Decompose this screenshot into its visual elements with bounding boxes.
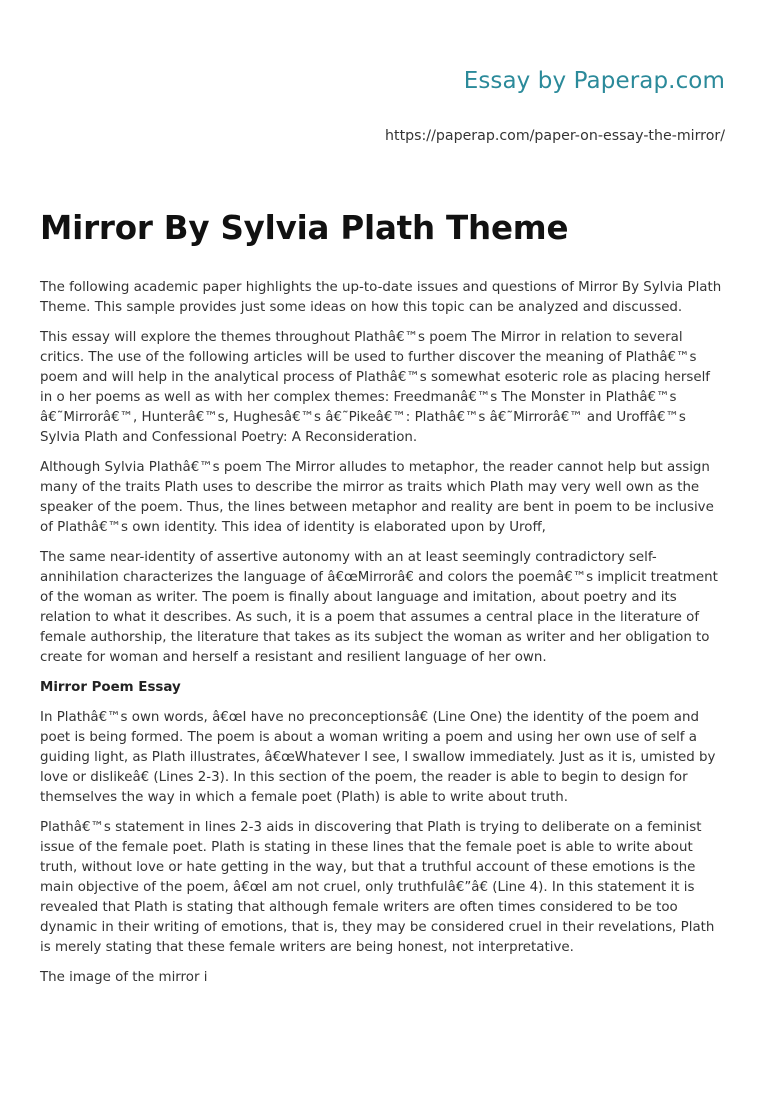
truncated-paragraph: The image of the mirror i [40, 970, 208, 985]
body-paragraph: This essay will explore the themes throughout Plathâ€™s poem The Mirror in relation to several critics. The use of the following articles will be used to further discover the meaning of Plathâ€™s poem and will help in the analytical process of Plathâ€™s somewhat esoteric role as placing herself in o her poems as well as with her complex themes: Freedmanâ€™s The Monster in Plathâ€™s â€˜Mirrorâ€™, Hunterâ€™s, Hughesâ€™s â€˜Pikeâ€™: Plathâ€™s â€˜Mirrorâ€™ and Uroffâ€™s Sylvia Plath and Confessional Poetry: A Reconsideration. [40, 330, 711, 445]
source-url[interactable]: https://paperap.com/paper-on-essay-the-mirror/ [385, 128, 725, 144]
article-body [40, 278, 725, 998]
section-heading: Mirror Poem Essay [40, 680, 181, 695]
site-brand[interactable]: Essay by Paperap.com [463, 68, 725, 94]
page-title: Mirror By Sylvia Plath Theme [40, 209, 569, 247]
intro-paragraph: The following academic paper highlights the up-to-date issues and questions of Mirror By Sylvia Plath Theme. This sample provides just some ideas on how this topic can be analyzed and discussed. [40, 280, 722, 315]
body-paragraph: Although Sylvia Plathâ€™s poem The Mirror alludes to metaphor, the reader cannot help but assign many of the traits Plath uses to describe the mirror as traits which Plath may very well own as the speaker of the poem. Thus, the lines between metaphor and reality are bent in poem to be inclusive of Plathâ€™s own identity. This idea of identity is elaborated upon by Uroff, [40, 460, 714, 535]
body-paragraph: Plathâ€™s statement in lines 2-3 aids in discovering that Plath is trying to deliberate on a feminist issue of the female poet. Plath is stating in these lines that the female poet is able to write about truth, without love or hate getting in the way, but that a truthful account of these emotions is the main objective of the poem, â€œI am not cruel, only truthfulâ€”â€ (Line 4). In this statement it is revealed that Plath is stating that although female writers are often times considered to be too dynamic in their writing of emotions, that is, they may be considered cruel in their revelations, Plath is merely stating that these female writers are being honest, not interpretative. [40, 820, 715, 955]
body-paragraph: In Plathâ€™s own words, â€œI have no preconceptionsâ€ (Line One) the identity of the poem and poet is being formed. The poem is about a woman writing a poem and using her own use of self a guiding light, as Plath illustrates, â€œWhatever I see, I swallow immediately. Just as it is, umisted by love or dislikeâ€ (Lines 2-3). In this section of the poem, the reader is able to begin to design for themselves the way in which a female poet (Plath) is able to write about truth. [40, 710, 716, 805]
body-paragraph: The same near-identity of assertive autonomy with an at least seemingly contradictory self-annihilation characterizes the language of â€œMirrorâ€ and colors the poemâ€™s implicit treatment of the woman as writer. The poem is finally about language and imitation, about poetry and its relation to what it describes. As such, it is a poem that assumes a central place in the literature of female authorship, the literature that takes as its subject the woman as writer and her obligation to create for woman and herself a resistant and resilient language of her own. [40, 550, 718, 665]
